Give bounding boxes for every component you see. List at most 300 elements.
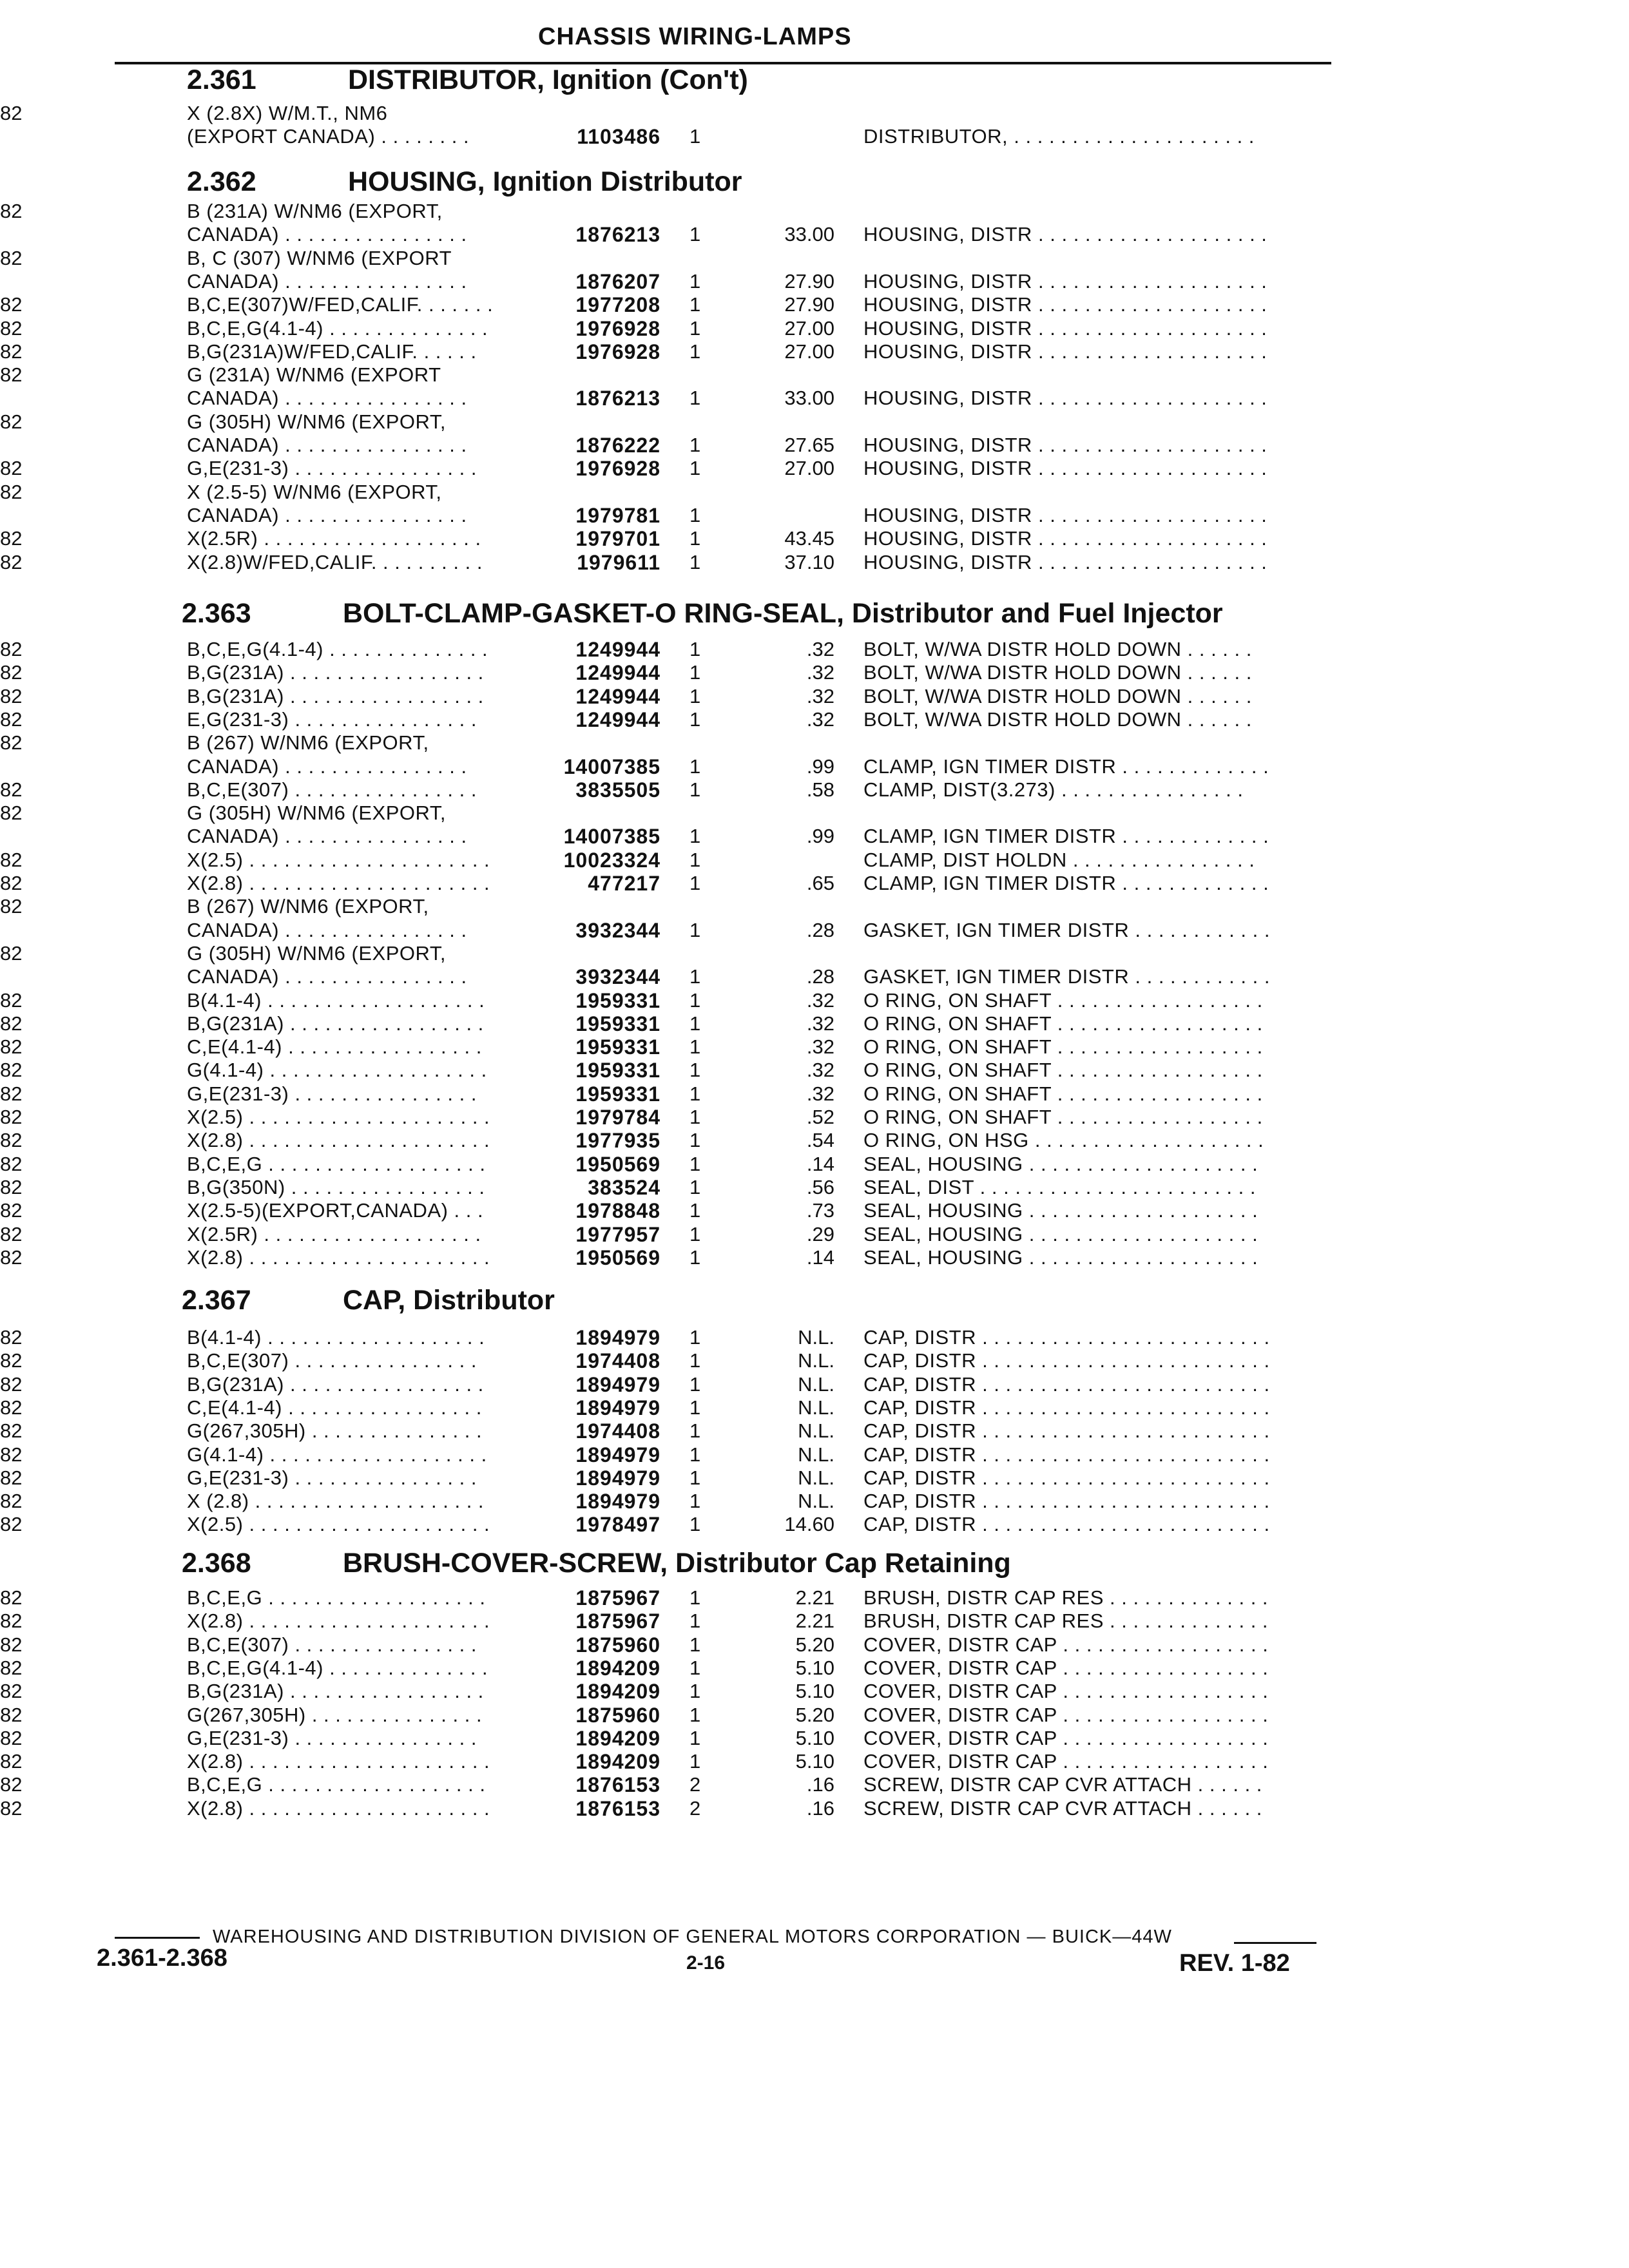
list-price: .16 bbox=[806, 1797, 834, 1820]
part-name: HOUSING, DISTR . . . . . . . . . . . . . . . . . . . . bbox=[863, 293, 1268, 316]
model-year: 82 bbox=[0, 1490, 23, 1512]
part-name: O RING, ON SHAFT . . . . . . . . . . . . . . . . . . bbox=[863, 1082, 1263, 1105]
model-year: 82 bbox=[0, 1199, 23, 1222]
list-price: .28 bbox=[806, 965, 834, 988]
model-year: 82 bbox=[0, 457, 23, 479]
list-price: .32 bbox=[806, 989, 834, 1012]
part-name: BOLT, W/WA DISTR HOLD DOWN . . . . . . bbox=[863, 708, 1252, 731]
part-number: 1894979 bbox=[575, 1466, 660, 1490]
part-name: SEAL, HOUSING . . . . . . . . . . . . . . . . . . . . bbox=[863, 1223, 1258, 1245]
footer-publisher: WAREHOUSING AND DISTRIBUTION DIVISION OF GENERAL MOTORS CORPORATION — BUICK—44W bbox=[213, 1927, 1172, 1947]
part-number: 1875967 bbox=[575, 1610, 660, 1633]
quantity: 1 bbox=[689, 1750, 701, 1773]
quantity: 1 bbox=[689, 1176, 701, 1198]
application: CANADA) . . . . . . . . . . . . . . . . bbox=[187, 965, 467, 988]
list-price: 5.10 bbox=[795, 1680, 834, 1702]
part-name: SEAL, DIST . . . . . . . . . . . . . . . . . . . . . . . . bbox=[863, 1176, 1256, 1198]
application: B(4.1-4) . . . . . . . . . . . . . . . . . . . bbox=[187, 989, 485, 1012]
part-number: 3835505 bbox=[575, 778, 660, 802]
application: X(2.5) . . . . . . . . . . . . . . . . . . . . . bbox=[187, 1513, 490, 1535]
quantity: 1 bbox=[689, 755, 701, 778]
part-number: 1876153 bbox=[575, 1797, 660, 1820]
quantity: 2 bbox=[689, 1773, 701, 1796]
list-price: N.L. bbox=[798, 1490, 834, 1512]
application: B,G(350N) . . . . . . . . . . . . . . . . . bbox=[187, 1176, 485, 1198]
part-number: 1976928 bbox=[575, 340, 660, 363]
section-number: 2.367 bbox=[182, 1285, 251, 1316]
quantity: 1 bbox=[689, 1106, 701, 1128]
list-price: 5.10 bbox=[795, 1750, 834, 1773]
part-name: BOLT, W/WA DISTR HOLD DOWN . . . . . . bbox=[863, 685, 1252, 707]
list-price: 27.00 bbox=[784, 457, 834, 479]
quantity: 1 bbox=[689, 527, 701, 550]
part-number: 1875960 bbox=[575, 1633, 660, 1657]
list-price: .32 bbox=[806, 1035, 834, 1058]
list-price: .58 bbox=[806, 778, 834, 801]
part-name: GASKET, IGN TIMER DISTR . . . . . . . . . . . . bbox=[863, 965, 1270, 988]
part-number: 1875960 bbox=[575, 1704, 660, 1727]
list-price: N.L. bbox=[798, 1396, 834, 1419]
application: B,C,E,G . . . . . . . . . . . . . . . . . . . bbox=[187, 1153, 486, 1175]
application: B,C,E(307) . . . . . . . . . . . . . . . . bbox=[187, 778, 477, 801]
part-name: COVER, DISTR CAP . . . . . . . . . . . . . . . . . . bbox=[863, 1750, 1269, 1773]
part-number: 14007385 bbox=[563, 825, 660, 848]
quantity: 1 bbox=[689, 551, 701, 573]
part-number: 1977208 bbox=[575, 293, 660, 316]
part-number: 14007385 bbox=[563, 755, 660, 778]
part-number: 1959331 bbox=[575, 1012, 660, 1035]
model-year: 82 bbox=[0, 1419, 23, 1442]
part-name: CAP, DISTR . . . . . . . . . . . . . . . . . . . . . . . . . bbox=[863, 1443, 1270, 1466]
list-price: .32 bbox=[806, 1059, 834, 1081]
part-number: 1959331 bbox=[575, 989, 660, 1012]
model-year: 82 bbox=[0, 1513, 23, 1535]
quantity: 1 bbox=[689, 293, 701, 316]
model-year: 82 bbox=[0, 200, 23, 222]
list-price: 2.21 bbox=[795, 1610, 834, 1632]
part-number: 1977935 bbox=[575, 1129, 660, 1152]
model-year: 82 bbox=[0, 1443, 23, 1466]
application: X(2.5R) . . . . . . . . . . . . . . . . . . . bbox=[187, 1223, 481, 1245]
application: B,C,E,G . . . . . . . . . . . . . . . . . . . bbox=[187, 1586, 486, 1609]
quantity: 1 bbox=[689, 965, 701, 988]
part-name: CAP, DISTR . . . . . . . . . . . . . . . . . . . . . . . . . bbox=[863, 1466, 1270, 1489]
model-year: 82 bbox=[0, 661, 23, 684]
quantity: 1 bbox=[689, 1443, 701, 1466]
model-year: 82 bbox=[0, 708, 23, 731]
part-name: GASKET, IGN TIMER DISTR . . . . . . . . . . . . bbox=[863, 919, 1270, 941]
part-name: SEAL, HOUSING . . . . . . . . . . . . . . . . . . . . bbox=[863, 1199, 1258, 1222]
part-name: O RING, ON SHAFT . . . . . . . . . . . . . . . . . . bbox=[863, 1012, 1263, 1035]
application: B (267) W/NM6 (EXPORT, bbox=[187, 895, 429, 918]
application: G,E(231-3) . . . . . . . . . . . . . . . . bbox=[187, 1727, 477, 1749]
model-year: 82 bbox=[0, 1466, 23, 1489]
application: CANADA) . . . . . . . . . . . . . . . . bbox=[187, 504, 467, 526]
model-year: 82 bbox=[0, 989, 23, 1012]
list-price: N.L. bbox=[798, 1373, 834, 1396]
application: X(2.8)W/FED,CALIF. . . . . . . . . . bbox=[187, 551, 483, 573]
list-price: .28 bbox=[806, 919, 834, 941]
part-number: 1876207 bbox=[575, 270, 660, 293]
list-price: 27.90 bbox=[784, 293, 834, 316]
part-name: O RING, ON SHAFT . . . . . . . . . . . . . . . . . . bbox=[863, 1035, 1263, 1058]
quantity: 1 bbox=[689, 1349, 701, 1372]
model-year: 82 bbox=[0, 363, 23, 386]
part-name: CLAMP, DIST HOLDN . . . . . . . . . . . . . . . . bbox=[863, 849, 1255, 871]
application: (EXPORT CANADA) . . . . . . . . bbox=[187, 125, 470, 148]
part-number: 1976928 bbox=[575, 317, 660, 340]
part-name: COVER, DISTR CAP . . . . . . . . . . . . . . . . . . bbox=[863, 1657, 1269, 1679]
application: G,E(231-3) . . . . . . . . . . . . . . . . bbox=[187, 1466, 477, 1489]
application: B,G(231A) . . . . . . . . . . . . . . . . . bbox=[187, 1680, 484, 1702]
quantity: 1 bbox=[689, 1513, 701, 1535]
quantity: 1 bbox=[689, 1466, 701, 1489]
model-year: 82 bbox=[0, 872, 23, 894]
section-title: CAP, Distributor bbox=[343, 1285, 555, 1316]
model-year: 82 bbox=[0, 1349, 23, 1372]
list-price: N.L. bbox=[798, 1349, 834, 1372]
part-name: COVER, DISTR CAP . . . . . . . . . . . . . . . . . . bbox=[863, 1704, 1269, 1726]
list-price: 27.65 bbox=[784, 434, 834, 456]
model-year: 82 bbox=[0, 1176, 23, 1198]
quantity: 1 bbox=[689, 1419, 701, 1442]
list-price: .52 bbox=[806, 1106, 834, 1128]
application: G(4.1-4) . . . . . . . . . . . . . . . . . . . bbox=[187, 1059, 487, 1081]
model-year: 82 bbox=[0, 1153, 23, 1175]
list-price: .14 bbox=[806, 1153, 834, 1175]
part-name: BOLT, W/WA DISTR HOLD DOWN . . . . . . bbox=[863, 638, 1252, 660]
application: G (305H) W/NM6 (EXPORT, bbox=[187, 942, 446, 965]
part-name: BOLT, W/WA DISTR HOLD DOWN . . . . . . bbox=[863, 661, 1252, 684]
application: B (231A) W/NM6 (EXPORT, bbox=[187, 200, 443, 222]
model-year: 82 bbox=[0, 1035, 23, 1058]
list-price: .56 bbox=[806, 1176, 834, 1198]
part-number: 1974408 bbox=[575, 1419, 660, 1443]
part-name: CLAMP, DIST(3.273) . . . . . . . . . . . . . . . . bbox=[863, 778, 1244, 801]
application: CANADA) . . . . . . . . . . . . . . . . bbox=[187, 387, 467, 409]
application: B,G(231A) . . . . . . . . . . . . . . . . . bbox=[187, 1012, 484, 1035]
list-price: N.L. bbox=[798, 1443, 834, 1466]
part-number: 1974408 bbox=[575, 1349, 660, 1372]
model-year: 82 bbox=[0, 1373, 23, 1396]
list-price: 27.00 bbox=[784, 340, 834, 363]
part-name: HOUSING, DISTR . . . . . . . . . . . . . . . . . . . . bbox=[863, 527, 1268, 550]
application: X (2.8) . . . . . . . . . . . . . . . . . . . . bbox=[187, 1490, 485, 1512]
model-year: 82 bbox=[0, 1750, 23, 1773]
part-number: 3932344 bbox=[575, 965, 660, 988]
part-number: 1979784 bbox=[575, 1106, 660, 1129]
part-number: 1249944 bbox=[575, 661, 660, 684]
part-name: COVER, DISTR CAP . . . . . . . . . . . . . . . . . . bbox=[863, 1727, 1269, 1749]
application: X(2.5) . . . . . . . . . . . . . . . . . . . . . bbox=[187, 1106, 490, 1128]
part-name: CLAMP, IGN TIMER DISTR . . . . . . . . . . . . . bbox=[863, 755, 1269, 778]
model-year: 82 bbox=[0, 1059, 23, 1081]
model-year: 82 bbox=[0, 1396, 23, 1419]
list-price: .99 bbox=[806, 755, 834, 778]
quantity: 1 bbox=[689, 872, 701, 894]
list-price: N.L. bbox=[798, 1326, 834, 1349]
part-name: O RING, ON SHAFT . . . . . . . . . . . . . . . . . . bbox=[863, 1059, 1263, 1081]
quantity: 1 bbox=[689, 708, 701, 731]
application: B,G(231A) . . . . . . . . . . . . . . . . . bbox=[187, 685, 484, 707]
model-year: 82 bbox=[0, 1680, 23, 1702]
part-name: BRUSH, DISTR CAP RES . . . . . . . . . . . . . . bbox=[863, 1586, 1269, 1609]
part-number: 1876153 bbox=[575, 1773, 660, 1796]
application: E,G(231-3) . . . . . . . . . . . . . . . . bbox=[187, 708, 477, 731]
quantity: 1 bbox=[689, 849, 701, 871]
model-year: 82 bbox=[0, 1704, 23, 1726]
model-year: 82 bbox=[0, 340, 23, 363]
quantity: 1 bbox=[689, 504, 701, 526]
section-title: DISTRIBUTOR, Ignition (Con't) bbox=[348, 64, 748, 95]
list-price: 5.20 bbox=[795, 1704, 834, 1726]
part-name: HOUSING, DISTR . . . . . . . . . . . . . . . . . . . . bbox=[863, 270, 1268, 293]
application: X(2.5-5)(EXPORT,CANADA) . . . bbox=[187, 1199, 484, 1222]
quantity: 1 bbox=[689, 1657, 701, 1679]
part-number: 1875967 bbox=[575, 1586, 660, 1610]
quantity: 2 bbox=[689, 1797, 701, 1820]
part-name: HOUSING, DISTR . . . . . . . . . . . . . . . . . . . . bbox=[863, 387, 1268, 409]
application: C,E(4.1-4) . . . . . . . . . . . . . . . . . bbox=[187, 1396, 482, 1419]
quantity: 1 bbox=[689, 1012, 701, 1035]
application: B,C,E(307) . . . . . . . . . . . . . . . . bbox=[187, 1349, 477, 1372]
model-year: 82 bbox=[0, 1106, 23, 1128]
part-number: 1979701 bbox=[575, 527, 660, 550]
application: X(2.8) . . . . . . . . . . . . . . . . . . . . . bbox=[187, 1610, 490, 1632]
application: CANADA) . . . . . . . . . . . . . . . . bbox=[187, 270, 467, 293]
model-year: 82 bbox=[0, 1797, 23, 1820]
part-number: 1894979 bbox=[575, 1396, 660, 1419]
quantity: 1 bbox=[689, 1586, 701, 1609]
part-number: 477217 bbox=[588, 872, 660, 895]
footer-page-number: 2-16 bbox=[686, 1952, 726, 1974]
application: G(267,305H) . . . . . . . . . . . . . . . bbox=[187, 1704, 483, 1726]
quantity: 1 bbox=[689, 125, 701, 148]
part-number: 1876213 bbox=[575, 387, 660, 410]
part-name: CLAMP, IGN TIMER DISTR . . . . . . . . . . . . . bbox=[863, 872, 1269, 894]
model-year: 82 bbox=[0, 481, 23, 503]
quantity: 1 bbox=[689, 1153, 701, 1175]
section-number: 2.362 bbox=[187, 166, 256, 197]
part-name: CAP, DISTR . . . . . . . . . . . . . . . . . . . . . . . . . bbox=[863, 1373, 1270, 1396]
application: X (2.5-5) W/NM6 (EXPORT, bbox=[187, 481, 442, 503]
application: X (2.8X) W/M.T., NM6 bbox=[187, 102, 388, 124]
part-name: HOUSING, DISTR . . . . . . . . . . . . . . . . . . . . bbox=[863, 504, 1268, 526]
quantity: 1 bbox=[689, 825, 701, 847]
part-number: 1894979 bbox=[575, 1373, 660, 1396]
application: X(2.8) . . . . . . . . . . . . . . . . . . . . . bbox=[187, 872, 490, 894]
list-price: .32 bbox=[806, 1012, 834, 1035]
list-price: 37.10 bbox=[784, 551, 834, 573]
application: B,C,E,G . . . . . . . . . . . . . . . . . . . bbox=[187, 1773, 486, 1796]
part-name: COVER, DISTR CAP . . . . . . . . . . . . . . . . . . bbox=[863, 1633, 1269, 1656]
part-number: 1959331 bbox=[575, 1082, 660, 1106]
part-number: 383524 bbox=[588, 1176, 660, 1199]
model-year: 82 bbox=[0, 1586, 23, 1609]
part-name: HOUSING, DISTR . . . . . . . . . . . . . . . . . . . . bbox=[863, 551, 1268, 573]
part-name: O RING, ON SHAFT . . . . . . . . . . . . . . . . . . bbox=[863, 1106, 1263, 1128]
list-price: 2.21 bbox=[795, 1586, 834, 1609]
part-number: 1950569 bbox=[575, 1246, 660, 1269]
application: CANADA) . . . . . . . . . . . . . . . . bbox=[187, 755, 467, 778]
application: B,C,E,G(4.1-4) . . . . . . . . . . . . . . bbox=[187, 1657, 488, 1679]
quantity: 1 bbox=[689, 1199, 701, 1222]
model-year: 82 bbox=[0, 1633, 23, 1656]
application: G(267,305H) . . . . . . . . . . . . . . . bbox=[187, 1419, 483, 1442]
quantity: 1 bbox=[689, 685, 701, 707]
part-name: HOUSING, DISTR . . . . . . . . . . . . . . . . . . . . bbox=[863, 223, 1268, 245]
part-number: 1959331 bbox=[575, 1059, 660, 1082]
footer-rule-right bbox=[1234, 1942, 1316, 1944]
application: X(2.8) . . . . . . . . . . . . . . . . . . . . . bbox=[187, 1750, 490, 1773]
part-number: 1249944 bbox=[575, 638, 660, 661]
part-number: 1979611 bbox=[577, 551, 660, 574]
part-number: 1103486 bbox=[577, 125, 660, 148]
quantity: 1 bbox=[689, 919, 701, 941]
part-name: CAP, DISTR . . . . . . . . . . . . . . . . . . . . . . . . . bbox=[863, 1419, 1270, 1442]
application: G,E(231-3) . . . . . . . . . . . . . . . . bbox=[187, 457, 477, 479]
list-price: 33.00 bbox=[784, 223, 834, 245]
quantity: 1 bbox=[689, 387, 701, 409]
list-price: .99 bbox=[806, 825, 834, 847]
application: B,G(231A) . . . . . . . . . . . . . . . . . bbox=[187, 1373, 484, 1396]
quantity: 1 bbox=[689, 1082, 701, 1105]
list-price: 27.00 bbox=[784, 317, 834, 340]
model-year: 82 bbox=[0, 410, 23, 433]
quantity: 1 bbox=[689, 1633, 701, 1656]
model-year: 82 bbox=[0, 293, 23, 316]
application: X(2.5) . . . . . . . . . . . . . . . . . . . . . bbox=[187, 849, 490, 871]
model-year: 82 bbox=[0, 685, 23, 707]
part-number: 10023324 bbox=[563, 849, 660, 872]
model-year: 82 bbox=[0, 1082, 23, 1105]
application: X(2.8) . . . . . . . . . . . . . . . . . . . . . bbox=[187, 1797, 490, 1820]
list-price: .32 bbox=[806, 1082, 834, 1105]
quantity: 1 bbox=[689, 1490, 701, 1512]
list-price: 5.10 bbox=[795, 1727, 834, 1749]
model-year: 82 bbox=[0, 1223, 23, 1245]
part-number: 1977957 bbox=[575, 1223, 660, 1246]
model-year: 82 bbox=[0, 802, 23, 824]
section-number: 2.368 bbox=[182, 1548, 251, 1579]
part-name: CLAMP, IGN TIMER DISTR . . . . . . . . . . . . . bbox=[863, 825, 1269, 847]
quantity: 1 bbox=[689, 989, 701, 1012]
application: B,C,E,G(4.1-4) . . . . . . . . . . . . . . bbox=[187, 638, 488, 660]
part-name: SCREW, DISTR CAP CVR ATTACH . . . . . . bbox=[863, 1797, 1262, 1820]
part-number: 1894209 bbox=[575, 1657, 660, 1680]
model-year: 82 bbox=[0, 731, 23, 754]
section-number: 2.363 bbox=[182, 598, 251, 629]
quantity: 1 bbox=[689, 778, 701, 801]
list-price: 5.20 bbox=[795, 1633, 834, 1656]
page-header-title: CHASSIS WIRING-LAMPS bbox=[538, 23, 852, 50]
part-number: 1894209 bbox=[575, 1680, 660, 1703]
application: B,C,E(307)W/FED,CALIF. . . . . . . bbox=[187, 293, 494, 316]
list-price: .32 bbox=[806, 661, 834, 684]
part-number: 1876213 bbox=[575, 223, 660, 246]
quantity: 1 bbox=[689, 1326, 701, 1349]
application: B,C,E(307) . . . . . . . . . . . . . . . . bbox=[187, 1633, 477, 1656]
model-year: 82 bbox=[0, 1610, 23, 1632]
list-price: .54 bbox=[806, 1129, 834, 1151]
application: B (267) W/NM6 (EXPORT, bbox=[187, 731, 429, 754]
part-name: CAP, DISTR . . . . . . . . . . . . . . . . . . . . . . . . . bbox=[863, 1490, 1270, 1512]
application: B,C,E,G(4.1-4) . . . . . . . . . . . . . . bbox=[187, 317, 488, 340]
quantity: 1 bbox=[689, 1129, 701, 1151]
quantity: 1 bbox=[689, 1246, 701, 1269]
quantity: 1 bbox=[689, 1610, 701, 1632]
application: B, C (307) W/NM6 (EXPORT bbox=[187, 247, 452, 269]
model-year: 82 bbox=[0, 849, 23, 871]
application: B,G(231A) . . . . . . . . . . . . . . . . . bbox=[187, 661, 484, 684]
quantity: 1 bbox=[689, 661, 701, 684]
part-number: 1894979 bbox=[575, 1443, 660, 1466]
quantity: 1 bbox=[689, 270, 701, 293]
application: G (305H) W/NM6 (EXPORT, bbox=[187, 410, 446, 433]
quantity: 1 bbox=[689, 1373, 701, 1396]
part-name: CAP, DISTR . . . . . . . . . . . . . . . . . . . . . . . . . bbox=[863, 1396, 1270, 1419]
quantity: 1 bbox=[689, 223, 701, 245]
list-price: .32 bbox=[806, 638, 834, 660]
list-price: .16 bbox=[806, 1773, 834, 1796]
application: X(2.5R) . . . . . . . . . . . . . . . . . . . bbox=[187, 527, 481, 550]
list-price: 33.00 bbox=[784, 387, 834, 409]
list-price: 27.90 bbox=[784, 270, 834, 293]
model-year: 82 bbox=[0, 1326, 23, 1349]
footer-revision: REV. 1-82 bbox=[1179, 1950, 1290, 1977]
list-price: .32 bbox=[806, 708, 834, 731]
part-name: CAP, DISTR . . . . . . . . . . . . . . . . . . . . . . . . . bbox=[863, 1326, 1270, 1349]
part-number: 1876222 bbox=[575, 434, 660, 457]
application: G(4.1-4) . . . . . . . . . . . . . . . . . . . bbox=[187, 1443, 487, 1466]
part-number: 3932344 bbox=[575, 919, 660, 942]
model-year: 82 bbox=[0, 778, 23, 801]
list-price: N.L. bbox=[798, 1466, 834, 1489]
application: X(2.8) . . . . . . . . . . . . . . . . . . . . . bbox=[187, 1246, 490, 1269]
list-price: .65 bbox=[806, 872, 834, 894]
section-title: BOLT-CLAMP-GASKET-O RING-SEAL, Distributor and Fuel Injector bbox=[343, 598, 1223, 629]
quantity: 1 bbox=[689, 1396, 701, 1419]
quantity: 1 bbox=[689, 1059, 701, 1081]
list-price: .29 bbox=[806, 1223, 834, 1245]
part-number: 1959331 bbox=[575, 1035, 660, 1059]
application: C,E(4.1-4) . . . . . . . . . . . . . . . . . bbox=[187, 1035, 482, 1058]
quantity: 1 bbox=[689, 1680, 701, 1702]
section-title: BRUSH-COVER-SCREW, Distributor Cap Retaining bbox=[343, 1548, 1011, 1579]
part-name: SEAL, HOUSING . . . . . . . . . . . . . . . . . . . . bbox=[863, 1246, 1258, 1269]
list-price: .73 bbox=[806, 1199, 834, 1222]
part-name: HOUSING, DISTR . . . . . . . . . . . . . . . . . . . . bbox=[863, 457, 1268, 479]
part-number: 1950569 bbox=[575, 1153, 660, 1176]
part-number: 1249944 bbox=[575, 685, 660, 708]
list-price: 5.10 bbox=[795, 1657, 834, 1679]
part-name: O RING, ON HSG . . . . . . . . . . . . . . . . . . . . bbox=[863, 1129, 1264, 1151]
list-price: N.L. bbox=[798, 1419, 834, 1442]
part-number: 1249944 bbox=[575, 708, 660, 731]
application: X(2.8) . . . . . . . . . . . . . . . . . . . . . bbox=[187, 1129, 490, 1151]
part-number: 1976928 bbox=[575, 457, 660, 480]
application: CANADA) . . . . . . . . . . . . . . . . bbox=[187, 434, 467, 456]
model-year: 82 bbox=[0, 1773, 23, 1796]
application: CANADA) . . . . . . . . . . . . . . . . bbox=[187, 825, 467, 847]
section-title: HOUSING, Ignition Distributor bbox=[348, 166, 742, 197]
part-name: COVER, DISTR CAP . . . . . . . . . . . . . . . . . . bbox=[863, 1680, 1269, 1702]
part-name: O RING, ON SHAFT . . . . . . . . . . . . . . . . . . bbox=[863, 989, 1263, 1012]
part-name: HOUSING, DISTR . . . . . . . . . . . . . . . . . . . . bbox=[863, 434, 1268, 456]
model-year: 82 bbox=[0, 1129, 23, 1151]
application: G,E(231-3) . . . . . . . . . . . . . . . . bbox=[187, 1082, 477, 1105]
model-year: 82 bbox=[0, 1727, 23, 1749]
